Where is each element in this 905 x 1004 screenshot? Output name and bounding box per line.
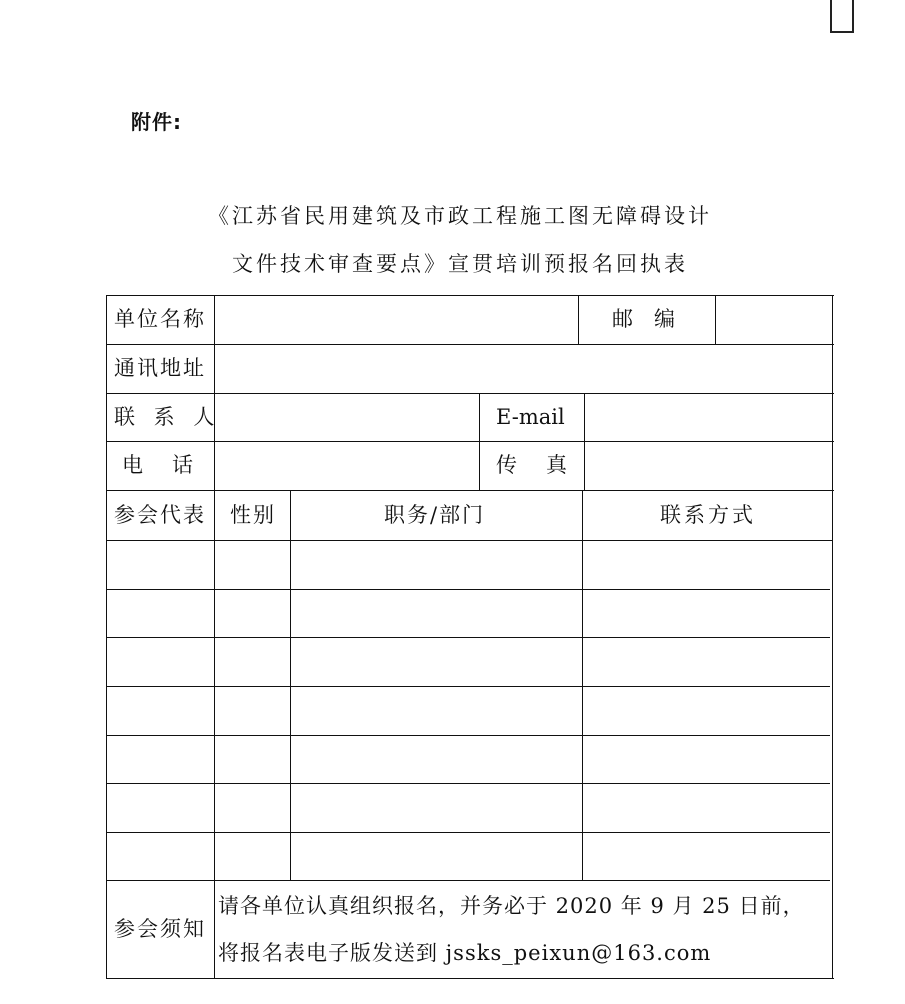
col-divider: [715, 295, 716, 344]
row-divider: [106, 490, 834, 491]
table-border-left: [106, 295, 107, 979]
participant-row[interactable]: [108, 542, 830, 587]
email-field[interactable]: [586, 395, 830, 439]
registration-form-table: [106, 295, 834, 979]
address-field[interactable]: [216, 346, 830, 391]
unit-name-label: 单位名称: [114, 307, 206, 331]
phone-label: 电 话: [122, 453, 197, 477]
notice-text-line-2: 将报名表电子版发送到 jssks_peixun@163.com: [218, 941, 712, 965]
participant-row[interactable]: [108, 785, 830, 830]
col-header-position: 职务/部门: [384, 503, 486, 527]
participant-row[interactable]: [108, 834, 830, 878]
table-border-bottom: [106, 978, 834, 979]
notice-label: 参会须知: [114, 917, 206, 941]
fax-field[interactable]: [586, 443, 830, 488]
participant-row[interactable]: [108, 737, 830, 781]
postcode-field[interactable]: [717, 297, 830, 342]
form-title-line-1: 《江苏省民用建筑及市政工程施工图无障碍设计: [208, 204, 712, 228]
unit-name-field[interactable]: [216, 297, 576, 342]
email-label: E-mail: [496, 405, 565, 429]
contact-person-label: 联 系 人: [114, 405, 221, 429]
col-header-gender: 性别: [230, 503, 276, 527]
form-title-line-2: 文件技术审查要点》宣贯培训预报名回执表: [232, 252, 688, 276]
table-border-right: [832, 295, 833, 979]
address-label: 通讯地址: [114, 356, 206, 380]
notice-text-line-1: 请各单位认真组织报名，并务必于 2020 年 9 月 25 日前，: [218, 894, 805, 918]
contact-person-field[interactable]: [216, 395, 477, 439]
row-divider: [106, 393, 834, 394]
col-divider: [578, 295, 579, 344]
participant-row[interactable]: [108, 688, 830, 733]
row-divider: [106, 344, 834, 345]
col-divider: [584, 393, 585, 490]
postcode-label: 邮 编: [612, 307, 675, 331]
page-corner-mark: [830, 0, 854, 33]
col-header-contact-method: 联系方式: [660, 503, 756, 527]
col-divider: [479, 393, 480, 490]
fax-label: 传 真: [496, 453, 571, 477]
row-divider: [106, 441, 834, 442]
phone-field[interactable]: [216, 443, 477, 488]
table-border-top: [106, 295, 834, 296]
participant-row[interactable]: [108, 591, 830, 635]
attachment-label: 附件:: [131, 110, 182, 134]
col-header-representative: 参会代表: [114, 503, 206, 527]
participant-row[interactable]: [108, 639, 830, 684]
